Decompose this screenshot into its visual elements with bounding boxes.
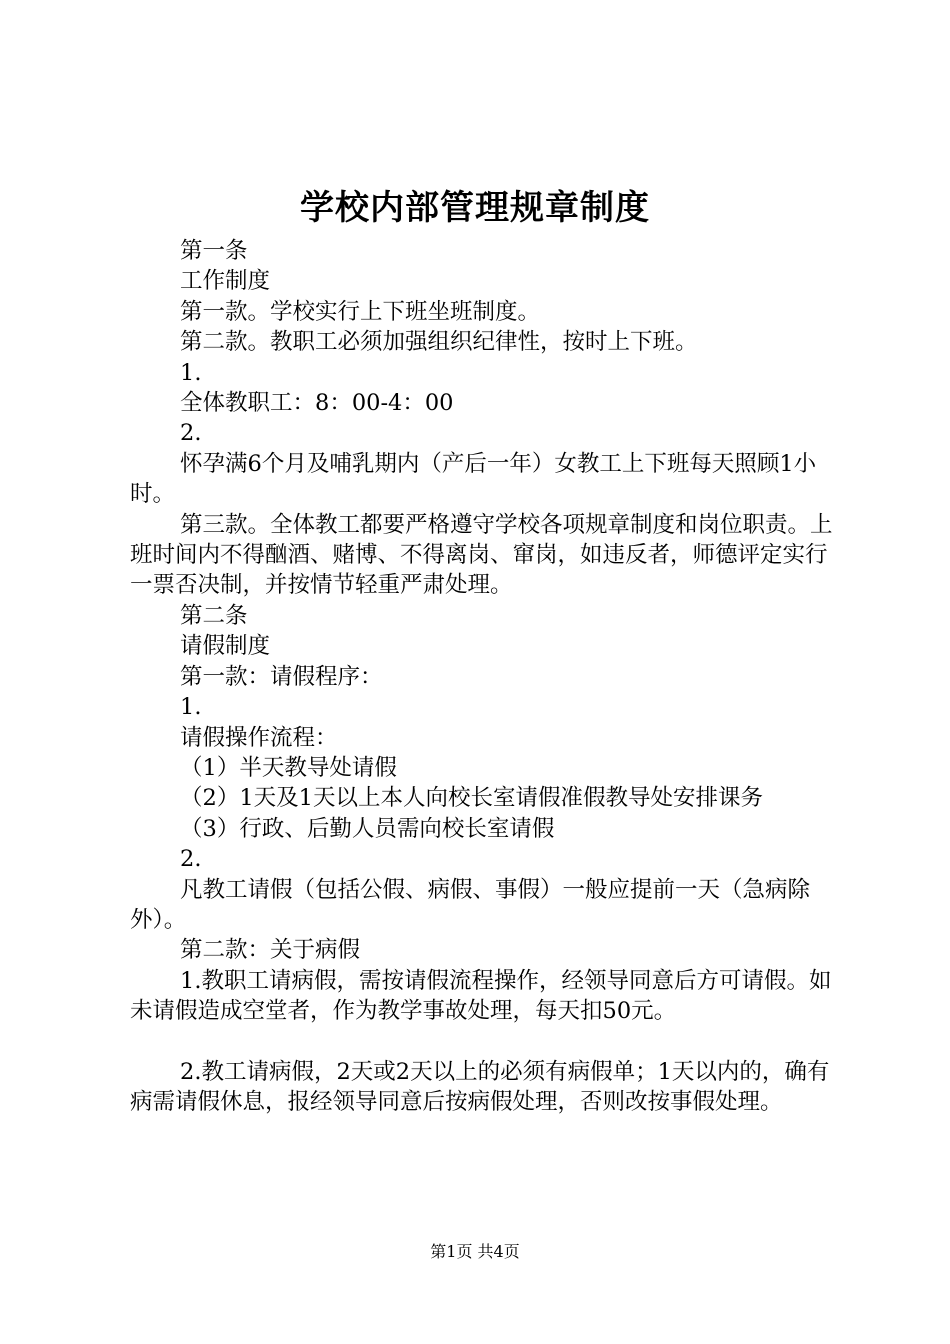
document-body — [130, 236, 840, 1117]
paragraph: 第一款：请假程序： — [180, 663, 383, 690]
paragraph: 2.教工请病假，2天或2天以上的必须有病假单；1天以内的，确有病需请假休息，报经领导同意后按病假处理，否则改按事假处理。 — [130, 1058, 830, 1115]
paragraph: 凡教工请假（包括公假、病假、事假）一般应提前一天（急病除外）。 — [130, 876, 811, 933]
paragraph: 全体教职工：8：00-4：00 — [180, 390, 454, 417]
paragraph: （3）行政、后勤人员需向校长室请假 — [180, 815, 555, 842]
paragraph: 1. — [180, 359, 202, 386]
paragraph: 第一款。学校实行上下班坐班制度。 — [180, 298, 541, 325]
paragraph: 工作制度 — [180, 268, 271, 295]
paragraph: 第三款。全体教工都要严格遵守学校各项规章制度和岗位职责。上班时间内不得酗酒、赌博、不得离岗、窜岗，如违反者，师德评定实行一票否决制，并按情节轻重严肃处理。 — [130, 511, 833, 599]
paragraph: 2. — [180, 420, 202, 447]
paragraph: 1.教职工请病假，需按请假流程操作，经领导同意后方可请假。如未请假造成空堂者，作为教学事故处理，每天扣50元。 — [130, 967, 832, 1025]
paragraph: 第一条 — [180, 238, 248, 264]
paragraph-spacer — [130, 1027, 840, 1057]
paragraph: 第二款。教职工必须加强组织纪律性，按时上下班。 — [180, 329, 698, 356]
paragraph: （2）1天及1天以上本人向校长室请假准假教导处安排课务 — [180, 785, 763, 812]
paragraph: 第二条 — [180, 602, 248, 629]
paragraph: 1. — [180, 694, 202, 721]
paragraph: 请假制度 — [180, 633, 271, 660]
page-footer: 第1页 共4页 — [430, 1242, 520, 1261]
paragraph: 2. — [180, 846, 202, 873]
paragraph: （1）半天教导处请假 — [180, 754, 397, 781]
paragraph: 请假操作流程： — [180, 724, 338, 751]
paragraph: 第二款：关于病假 — [180, 937, 361, 964]
document-title: 学校内部管理规章制度 — [300, 188, 650, 228]
paragraph: 怀孕满6个月及哺乳期内（产后一年）女教工上下班每天照顾1小时。 — [130, 450, 817, 508]
